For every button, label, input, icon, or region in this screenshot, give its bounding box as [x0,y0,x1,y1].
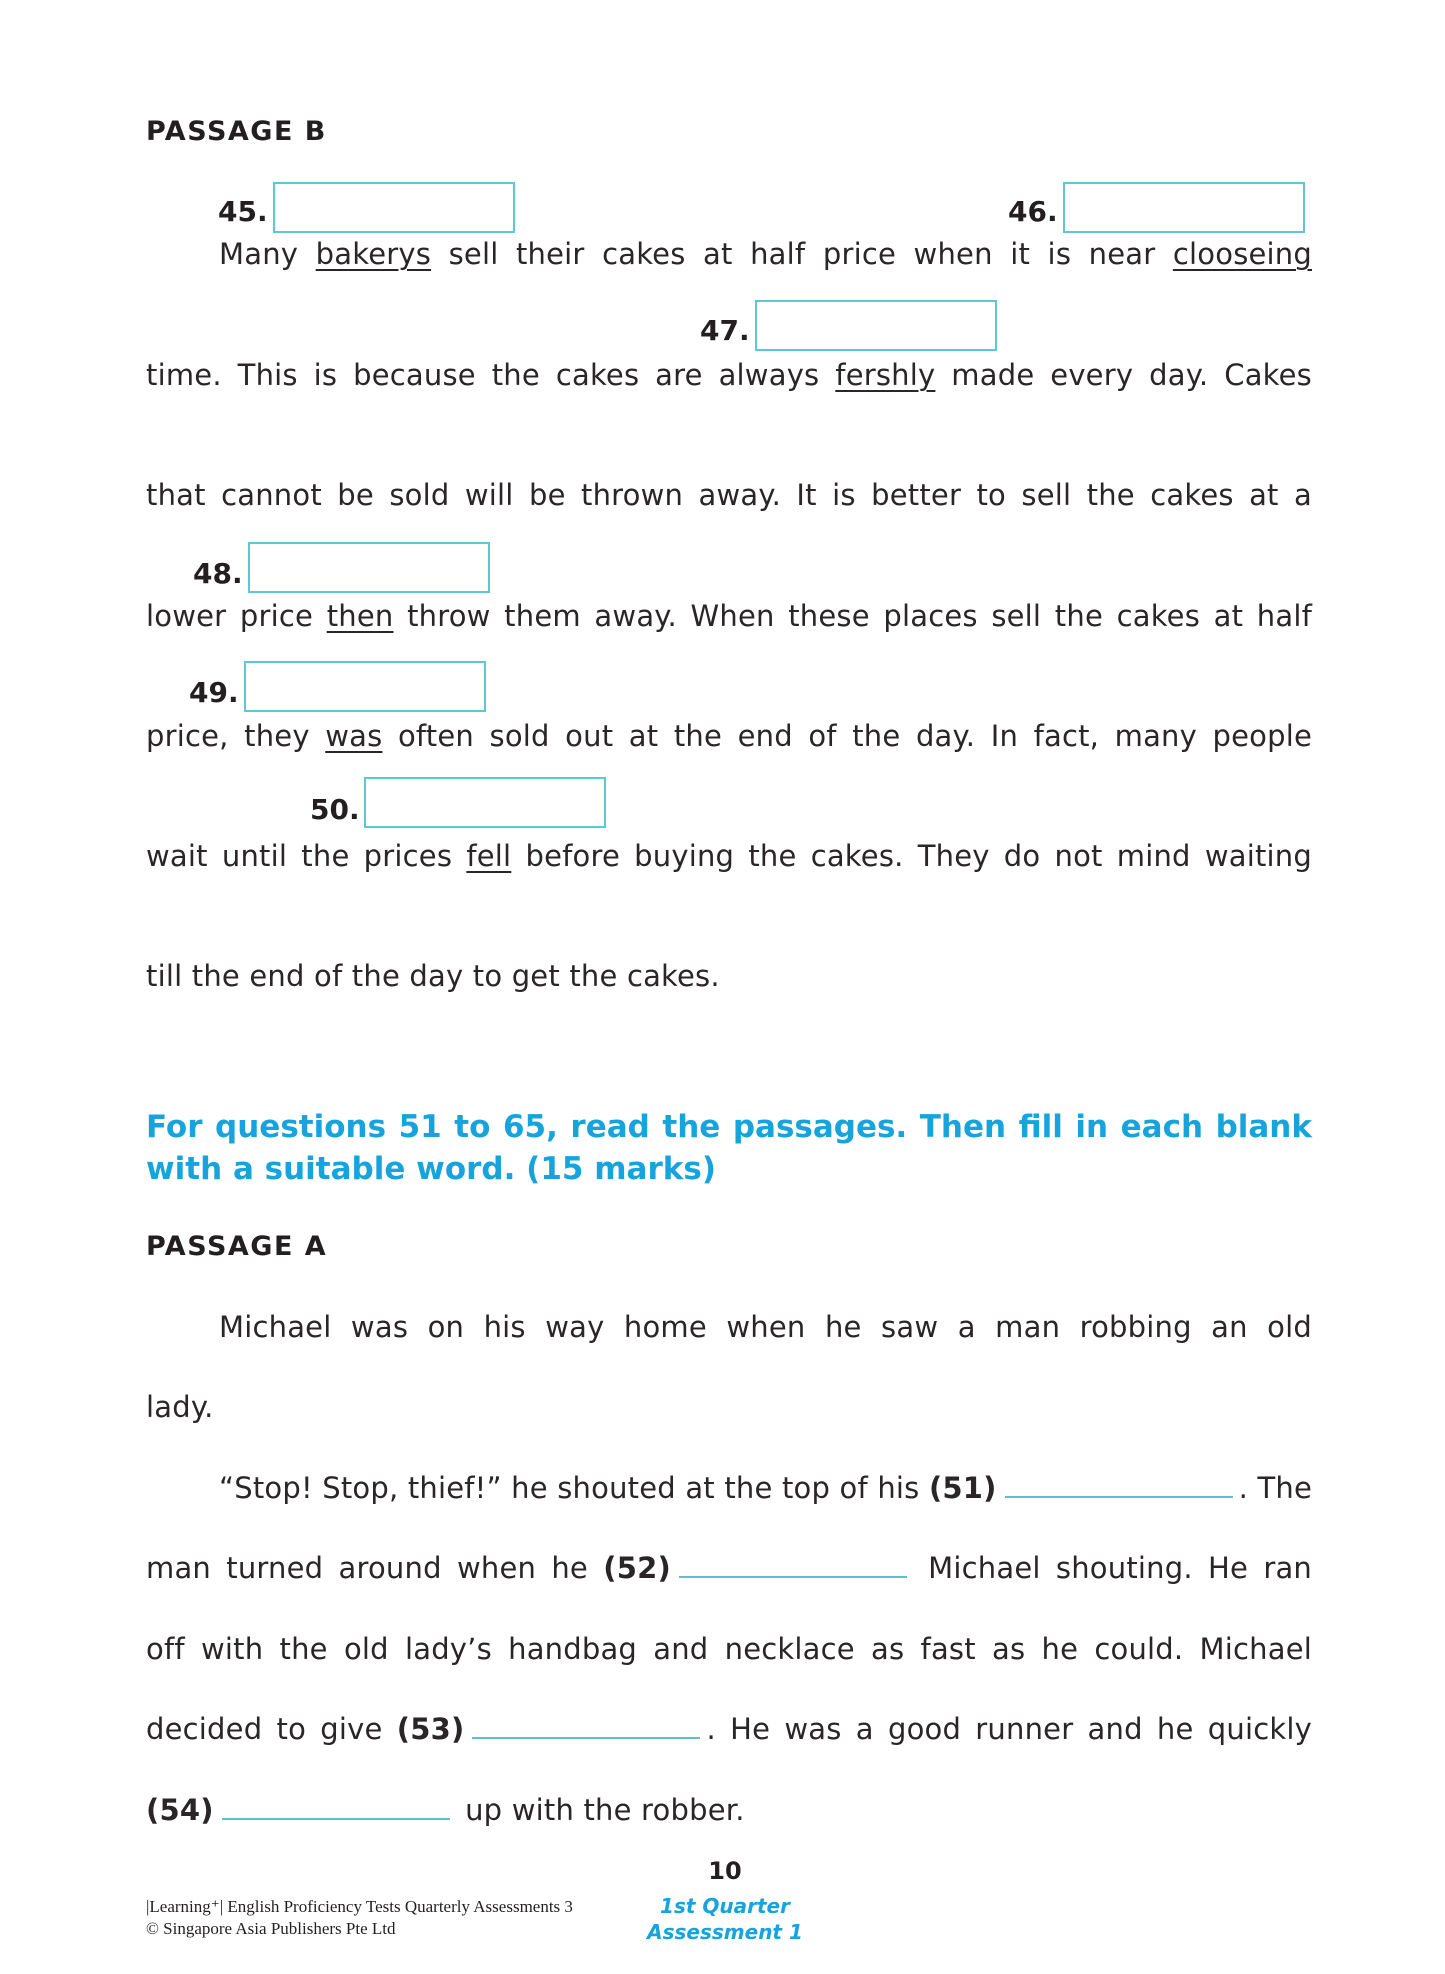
blank-number-54: (54) [146,1793,214,1827]
blank-line-52[interactable] [679,1576,907,1578]
blank-line-54[interactable] [222,1818,450,1820]
passage-a-line-4 [146,1550,1312,1586]
passage-b-line-7: till the end of the day to get the cakes. [146,959,720,993]
blank-number-52: (52) [603,1551,671,1585]
blank-number-51: (51) [928,1471,997,1505]
question-number-50: 50. [310,793,360,826]
text-segment: lower price [146,599,327,633]
passage-b-line-1 [146,236,1312,272]
answer-box-46[interactable] [1063,182,1305,233]
text-segment: . The [1238,1471,1313,1505]
passage-a-line-1: Michael was on his way home when he saw a man robbing an old [219,1310,1312,1344]
copyright: © Singapore Asia Publishers Pte Ltd [146,1919,396,1938]
question-number-45: 45. [218,195,268,228]
underlined-error-clooseing: clooseing [1172,237,1312,271]
underlined-error-was: was [325,719,383,753]
question-number-49: 49. [189,676,239,709]
text-segment: decided to give [146,1712,397,1746]
footer-credits [146,1896,573,1940]
blank-line-53[interactable] [472,1737,700,1739]
page-number: 10 [708,1857,742,1885]
passage-b-line-5 [146,718,1312,754]
answer-box-49[interactable] [244,661,486,712]
text-segment: Many [219,237,316,271]
text-segment: price, they [146,719,326,753]
passage-a-line-2: lady. [146,1390,214,1424]
badge-assessment: Assessment 1 [647,1920,803,1944]
text-segment: . He was a good runner and he quickly [706,1712,1312,1746]
text-segment: man turned around when he [146,1551,604,1585]
text-segment: often sold out at the end of the day. In fact, many people [382,719,1313,753]
underlined-error-bakerys: bakerys [315,237,432,271]
text-segment: time. This is because the cakes are always [146,358,836,392]
passage-a-line-6 [146,1711,1312,1747]
badge-quarter: 1st Quarter [660,1894,790,1918]
text-segment: Michael shouting. He ran [912,1551,1313,1585]
text-segment: made every day. Cakes [935,358,1312,392]
section-instruction: For questions 51 to 65, read the passages. Then fill in each blank with a suitable word. (15 marks) [146,1109,1312,1187]
blank-line-51[interactable] [1005,1496,1233,1498]
underlined-error-then: then [326,599,394,633]
passage-a-line-3 [146,1470,1312,1506]
passage-b-line-4 [146,598,1312,634]
text-segment: “Stop! Stop, thief!” he shouted at the top of his [219,1471,929,1505]
text-segment: wait until the prices [146,839,467,873]
answer-box-48[interactable] [248,542,490,593]
text-segment: before buying the cakes. They do not mind waiting [511,839,1312,873]
book-title: |Learning⁺| English Proficiency Tests Quarterly Assessments 3 [146,1897,573,1916]
question-number-48: 48. [193,557,243,590]
passage-b-line-2 [146,357,1312,393]
passage-b-line-6 [146,838,1312,874]
text-segment: sell their cakes at half price when it is near [431,237,1173,271]
answer-box-45[interactable] [273,182,515,233]
passage-b-heading: PASSAGE B [146,116,327,147]
passage-a-line-7 [146,1792,1312,1828]
underlined-error-fershly: fershly [835,358,936,392]
underlined-error-fell: fell [466,839,512,873]
question-number-46: 46. [1008,195,1058,228]
text-segment: throw them away. When these places sell the cakes at half [393,599,1312,633]
question-number-47: 47. [700,314,750,347]
answer-box-50[interactable] [364,777,606,828]
passage-a-line-5: off with the old lady’s handbag and necklace as fast as he could. Michael [146,1632,1312,1666]
passage-b-line-3: that cannot be sold will be thrown away. It is better to sell the cakes at a [146,478,1312,512]
text-segment: up with the robber. [455,1793,745,1827]
answer-box-47[interactable] [755,300,997,351]
passage-a-heading: PASSAGE A [146,1231,328,1262]
assessment-badge [640,1893,810,1945]
blank-number-53: (53) [396,1712,465,1746]
